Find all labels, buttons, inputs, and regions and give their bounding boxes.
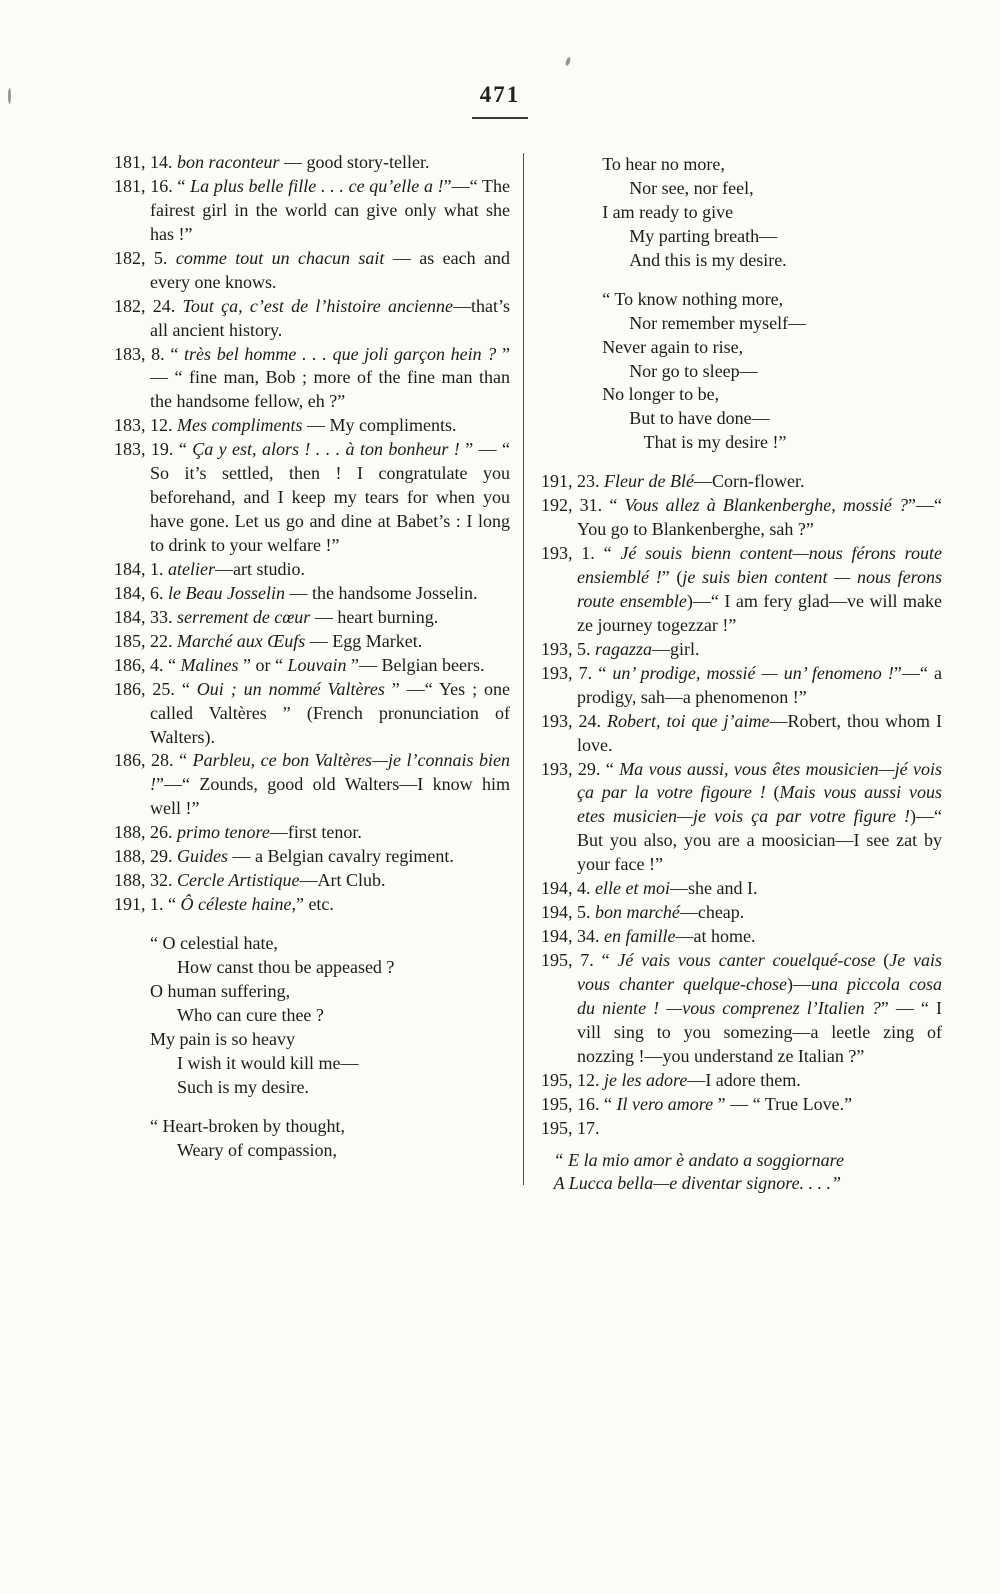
entry-foreign-text: Oui ; un nommé Valtères bbox=[196, 678, 385, 699]
entry-translation-text: — the handsome Josselin. bbox=[284, 582, 478, 603]
entry-foreign-text: Tout ça, c’est de l’histoire ancienne bbox=[182, 295, 454, 316]
entry-ref: 184, 6. bbox=[114, 582, 168, 603]
entry-translation-text: “ bbox=[177, 175, 191, 196]
entry-translation-text: — My compliments. bbox=[302, 415, 457, 436]
glossary-entry bbox=[114, 678, 510, 750]
entry-ref: 193, 29. bbox=[541, 758, 606, 779]
entry-foreign-text: un’ prodige, mossié — un’ fenomeno ! bbox=[612, 662, 894, 683]
entry-foreign-text: Fleur de Blé bbox=[604, 471, 694, 492]
entry-translation-text: ( bbox=[765, 782, 780, 803]
entry-foreign-text: atelier bbox=[168, 558, 215, 579]
glossary-entry bbox=[114, 582, 510, 606]
entry-ref: 193, 5. bbox=[541, 638, 595, 659]
glossary-entry bbox=[541, 494, 942, 542]
entry-translation-text: ( bbox=[875, 950, 890, 970]
entry-foreign-text: Malines bbox=[180, 654, 239, 675]
entry-ref: 194, 34. bbox=[541, 926, 604, 947]
entry-translation-text: —at home. bbox=[675, 926, 756, 947]
entry-translation-text: —that’s all ancient history. bbox=[150, 295, 511, 340]
scan-speck bbox=[8, 88, 11, 104]
entry-ref: 181, 16. bbox=[114, 175, 178, 196]
entry-translation-text: “ bbox=[601, 950, 618, 970]
entry-ref: 181, 14. bbox=[114, 152, 177, 172]
glossary-entry bbox=[114, 175, 510, 247]
entry-ref: 183, 12. bbox=[114, 415, 177, 436]
entry-translation-text: — heart burning. bbox=[310, 606, 439, 627]
entry-foreign-text: je suis bien content — nous ferons route ensemble bbox=[577, 567, 942, 611]
glossary-entry bbox=[541, 710, 942, 758]
verse-line: That is my desire !” bbox=[643, 432, 787, 453]
entry-foreign-text: Mais vous aussi vous etes musicien—je vois ça par votre figure ! bbox=[577, 782, 942, 827]
entry-translation-text: “ bbox=[609, 495, 625, 516]
entry-translation-text: — a Belgian cavalry regiment. bbox=[228, 846, 454, 867]
entry-ref: 186, 25. bbox=[114, 678, 182, 699]
entry-foreign-text: La plus belle fille . . . ce qu’elle a ! bbox=[190, 175, 444, 196]
entry-ref: 194, 5. bbox=[541, 902, 595, 923]
glossary-entry bbox=[114, 414, 510, 438]
entry-ref: 188, 26. bbox=[114, 822, 177, 843]
verse-line: How canst thou be appeased ? bbox=[177, 956, 395, 977]
verse-line: “ Heart-broken by thought, bbox=[150, 1115, 345, 1136]
entry-ref: 186, 4. bbox=[114, 654, 168, 675]
entry-foreign-text: Robert, toi que j’aime bbox=[607, 710, 770, 731]
entry-translation-text: ” — “ I vill sing to you somezing—a leetle zing of nozzing !—you understand ze Italian ?” bbox=[577, 997, 942, 1066]
entry-translation-text: “ bbox=[178, 439, 193, 460]
entry-ref: 182, 24. bbox=[114, 295, 183, 316]
glossary-entry bbox=[541, 638, 942, 662]
entry-ref: 193, 1. bbox=[541, 543, 604, 564]
glossary-entry bbox=[541, 662, 942, 710]
glossary-entry bbox=[541, 758, 942, 878]
entry-translation-text: —girl. bbox=[652, 638, 700, 659]
entry-ref: 184, 1. bbox=[114, 558, 168, 579]
verse-line: Never again to rise, bbox=[602, 336, 744, 357]
verse-block bbox=[602, 153, 942, 273]
entry-translation-text: “ bbox=[181, 678, 197, 699]
entry-ref: 193, 24. bbox=[541, 710, 608, 731]
verse-line: To hear no more, bbox=[602, 154, 725, 174]
glossary-entry bbox=[541, 901, 942, 925]
entry-ref: 182, 5. bbox=[114, 247, 176, 268]
verse-block bbox=[554, 1149, 942, 1197]
entry-translation-text: —Corn-flower. bbox=[693, 471, 805, 492]
page-number: 471 bbox=[479, 82, 521, 107]
entry-translation-text: —Art Club. bbox=[299, 870, 386, 891]
entry-foreign-text: bon raconteur bbox=[177, 152, 280, 172]
verse-line: “ O celestial hate, bbox=[150, 933, 278, 953]
entry-ref: 184, 33. bbox=[114, 606, 177, 627]
entry-translation-text: “ bbox=[179, 750, 193, 771]
glossary-entry bbox=[541, 925, 942, 949]
glossary-entry bbox=[541, 1069, 942, 1093]
entry-foreign-text: comme tout un chacun sait bbox=[175, 247, 385, 268]
entry-ref: 191, 23. bbox=[541, 471, 604, 492]
entry-translation-text: ”—“ You go to Blankenberghe, sah ?” bbox=[577, 495, 943, 540]
entry-ref: 186, 28. bbox=[114, 750, 180, 771]
entry-translation-text: ” or “ bbox=[238, 654, 288, 675]
entry-foreign-text: Parbleu, ce bon Valtères—je l’connais bien ! bbox=[150, 750, 510, 795]
entry-foreign-text: je les adore bbox=[604, 1069, 688, 1090]
entry-translation-text: )—“ I am fery glad—ve will make ze journey togezzar !” bbox=[577, 590, 942, 635]
entry-foreign-text: Ma vous aussi, vous êtes mousicien—jé vois ça par la votre figoure ! bbox=[577, 758, 943, 803]
glossary-entry bbox=[114, 749, 510, 821]
verse-block bbox=[602, 288, 942, 456]
entry-translation-text: )— bbox=[786, 973, 811, 994]
entry-translation-text: ” — “ True Love.” bbox=[713, 1093, 853, 1114]
entry-ref: 192, 31. bbox=[541, 495, 610, 516]
verse-line: My parting breath— bbox=[629, 225, 778, 246]
verse-line: “ To know nothing more, bbox=[602, 288, 784, 309]
entry-translation-text: “ bbox=[168, 894, 181, 915]
glossary-entry bbox=[114, 630, 510, 654]
verse-block bbox=[150, 932, 510, 1100]
entry-translation-text: “ bbox=[170, 343, 185, 364]
entry-translation-text: — Egg Market. bbox=[305, 630, 423, 651]
entry-foreign-text: Cercle Artistique bbox=[177, 870, 300, 891]
glossary-entry bbox=[541, 470, 942, 494]
entry-foreign-text: Je vais vous chanter quelque-chose bbox=[577, 950, 942, 994]
entry-translation-text: — as each and every one knows. bbox=[150, 247, 511, 292]
entry-translation-text: ” ( bbox=[661, 567, 683, 587]
glossary-entry bbox=[114, 151, 510, 175]
entry-translation-text: —Robert, thou whom I love. bbox=[577, 710, 942, 755]
entry-translation-text: — good story-teller. bbox=[279, 152, 430, 172]
entry-foreign-text: Louvain bbox=[287, 654, 347, 675]
glossary-entry bbox=[114, 654, 510, 678]
glossary-entry bbox=[114, 845, 510, 869]
entry-foreign-text: Vous allez à Blankenberghe, mossié ? bbox=[624, 495, 909, 516]
entry-translation-text: ”—“ Zounds, good old Walters—I know him well !” bbox=[150, 774, 510, 819]
entry-foreign-text: en famille bbox=[604, 926, 676, 947]
entry-ref: 188, 32. bbox=[114, 870, 177, 891]
entry-translation-text: “ bbox=[604, 1093, 617, 1114]
verse-line: Such is my desire. bbox=[177, 1076, 309, 1097]
verse-line: Weary of compassion, bbox=[177, 1139, 338, 1160]
entry-foreign-text: Mes compliments bbox=[177, 415, 303, 436]
verse-line: And this is my desire. bbox=[629, 249, 787, 270]
glossary-entry bbox=[114, 343, 510, 415]
entry-foreign-text: elle et moi bbox=[595, 878, 670, 899]
verse-line: I am ready to give bbox=[602, 201, 734, 222]
glossary-entry bbox=[541, 1117, 942, 1141]
entry-translation-text: ”—“ The fairest girl in the world can give only what she has !” bbox=[150, 175, 511, 244]
entry-ref: 193, 7. bbox=[541, 662, 599, 683]
glossary-entry bbox=[114, 247, 510, 295]
glossary-entry bbox=[541, 877, 942, 901]
verse-line: Nor see, nor feel, bbox=[629, 177, 754, 198]
entry-foreign-text: bon marché bbox=[595, 902, 680, 923]
entry-ref: 195, 17. bbox=[541, 1117, 600, 1138]
entry-foreign-text: ragazza bbox=[595, 638, 653, 659]
entry-foreign-text: una piccola cosa du niente ! —vous comprenez l’Italien ? bbox=[577, 973, 942, 1018]
entry-translation-text: ” —“ Yes ; one called Valtères ” (French pronunciation of Walters). bbox=[150, 678, 510, 747]
verse-line: But to have done— bbox=[629, 408, 770, 429]
entry-ref: 195, 12. bbox=[541, 1069, 604, 1090]
glossary-entry bbox=[114, 558, 510, 582]
entry-translation-text: )—“ But you also, you are a moosician—I see zat by your face !” bbox=[577, 806, 942, 875]
verse-block bbox=[150, 1115, 510, 1163]
glossary-entry bbox=[541, 949, 942, 1069]
column-divider bbox=[523, 153, 524, 1185]
two-column-body bbox=[0, 119, 1000, 1251]
entry-foreign-text: très bel homme . . . que joli garçon hein ? bbox=[184, 343, 497, 364]
entry-ref: 191, 1. bbox=[114, 894, 168, 915]
entry-ref: 185, 22. bbox=[114, 630, 177, 651]
entry-translation-text: ”—“ a prodigy, sah—a phenomenon !” bbox=[577, 662, 943, 707]
entry-translation-text: “ bbox=[605, 758, 620, 779]
left-column bbox=[114, 151, 510, 1211]
entry-translation-text: —I adore them. bbox=[687, 1069, 801, 1090]
page-header bbox=[0, 0, 1000, 119]
glossary-entry bbox=[114, 295, 510, 343]
entry-translation-text: ” — “ fine man, Bob ; more of the fine man than the handsome fellow, eh ?” bbox=[150, 343, 510, 412]
entry-ref: 188, 29. bbox=[114, 846, 177, 867]
entry-ref: 194, 4. bbox=[541, 878, 595, 899]
verse-line: Nor remember myself— bbox=[629, 312, 807, 333]
verse-line: Who can cure thee ? bbox=[177, 1004, 324, 1025]
entry-translation-text: ”— Belgian beers. bbox=[346, 654, 485, 675]
entry-foreign-text: Ça y est, alors ! . . . à ton bonheur ! bbox=[192, 439, 460, 460]
entry-ref: 195, 16. bbox=[541, 1093, 604, 1114]
entry-ref: 195, 7. bbox=[541, 950, 602, 970]
glossary-entry bbox=[541, 542, 942, 638]
glossary-entry bbox=[114, 893, 510, 917]
entry-foreign-text: Guides bbox=[177, 846, 228, 867]
right-column bbox=[541, 151, 942, 1211]
entry-foreign-text: primo tenore bbox=[177, 822, 270, 843]
entry-translation-text: —art studio. bbox=[215, 558, 305, 579]
entry-foreign-text: Jé vais vous canter couelqué-cose bbox=[617, 950, 876, 970]
verse-line: Nor go to sleep— bbox=[629, 360, 758, 381]
glossary-entry bbox=[114, 821, 510, 845]
glossary-entry bbox=[114, 869, 510, 893]
verse-line: My pain is so heavy bbox=[150, 1028, 295, 1049]
verse-line: O human suffering, bbox=[150, 980, 291, 1001]
entry-translation-text: ” etc. bbox=[295, 894, 334, 915]
entry-ref: 183, 8. bbox=[114, 343, 171, 364]
entry-translation-text: —first tenor. bbox=[269, 822, 362, 843]
entry-translation-text: “ bbox=[603, 543, 621, 564]
entry-foreign-text: le Beau Josselin bbox=[168, 582, 285, 603]
verse-line: “ E la mio amor è andato a soggiornare bbox=[553, 1149, 844, 1170]
entry-foreign-text: serrement de cœur bbox=[177, 606, 311, 627]
glossary-entry bbox=[114, 606, 510, 630]
entry-foreign-text: Jé souis bienn content—nous férons route ensiemblé ! bbox=[577, 543, 942, 587]
entry-translation-text: “ bbox=[168, 654, 181, 675]
entry-foreign-text: Ô céleste haine, bbox=[180, 894, 296, 915]
entry-translation-text: —she and I. bbox=[669, 878, 758, 899]
verse-line: No longer to be, bbox=[602, 384, 720, 405]
entry-translation-text: —cheap. bbox=[679, 902, 745, 923]
verse-line: A Lucca bella—e diventar signore. . . .” bbox=[553, 1173, 842, 1194]
entry-foreign-text: Marché aux Œufs bbox=[177, 630, 306, 651]
entry-foreign-text: Il vero amore bbox=[616, 1093, 714, 1114]
entry-translation-text: “ bbox=[598, 662, 613, 683]
entry-ref: 183, 19. bbox=[114, 439, 179, 460]
glossary-entry bbox=[114, 438, 510, 558]
glossary-entry bbox=[541, 1093, 942, 1117]
entry-translation-text: ” — “ So it’s settled, then ! I congratulate you beforehand, and I keep my tears for when you have gone. Let us go and dine at Babet’s : I long to drink to your welfare !” bbox=[150, 439, 511, 555]
verse-line: I wish it would kill me— bbox=[177, 1052, 359, 1073]
